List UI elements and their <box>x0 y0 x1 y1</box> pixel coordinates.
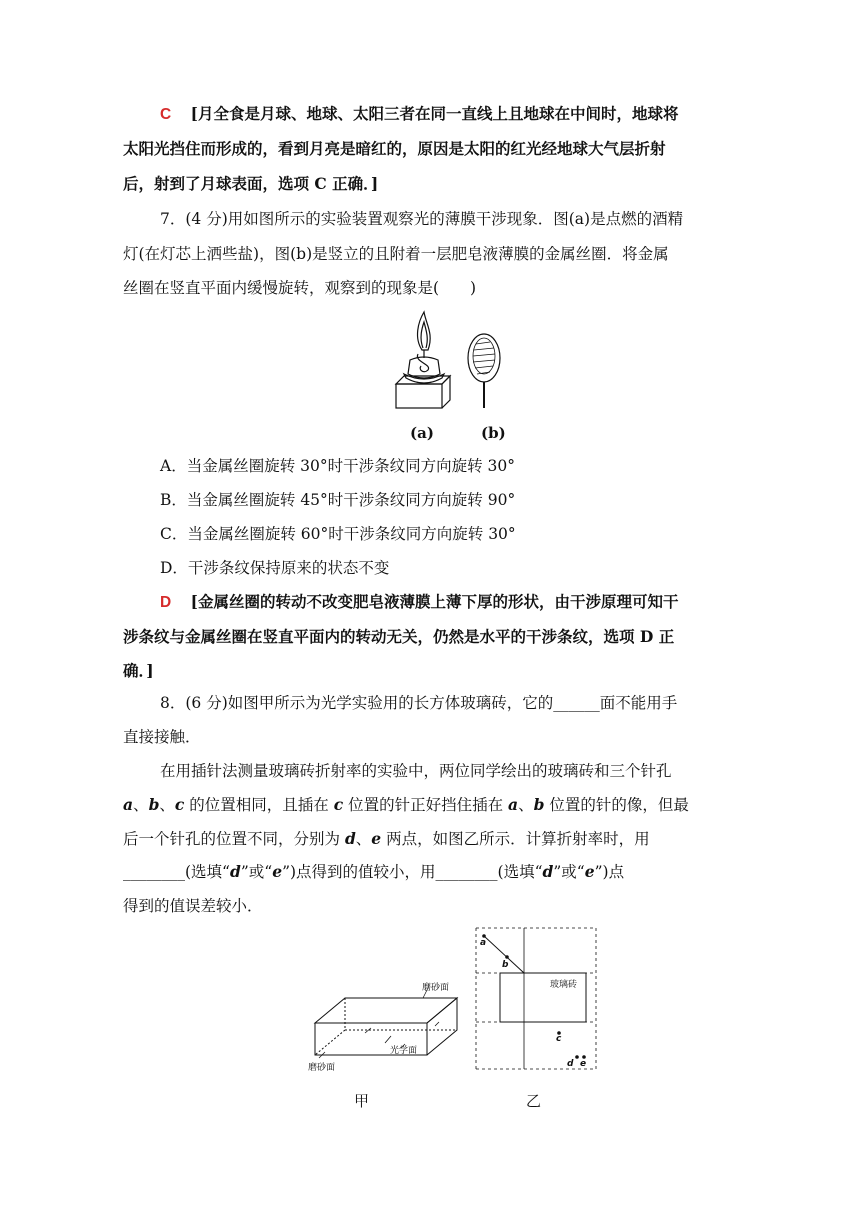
q7-option-b: B．当金属丝圈旋转 45°时干涉条纹同方向旋转 90° <box>160 491 516 509</box>
caption-jia: 甲 <box>354 1092 370 1110</box>
wire-loop <box>468 334 500 408</box>
alcohol-lamp <box>396 312 450 408</box>
q7-figure <box>388 308 528 413</box>
q7-line3: 丝圈在竖直平面内缓慢旋转，观察到的现象是( ) <box>123 279 477 297</box>
q8-p2-line5: 得到的值误差较小． <box>123 897 263 915</box>
q8-p2-line4: ________(选填“d”或“e”)点得到的值较小，用________(选填“d”或“e”)点 <box>123 862 625 881</box>
q6-answer-line3: 后，射到了月球表面，选项 C 正确．] <box>123 174 379 193</box>
figure-yi <box>476 926 601 1071</box>
yi-label-d: d <box>567 1059 574 1069</box>
q8-line1: 8．(6 分)如图甲所示为光学实验用的长方体玻璃砖，它的______面不能用手 <box>160 694 678 712</box>
yi-glass-label: 玻璃砖 <box>550 980 578 990</box>
q6-answer-line2: 太阳光挡住而形成的，看到月亮是暗红的，原因是太阳的红光经地球大气层折射 <box>123 139 666 158</box>
yi-label-c: c <box>556 1034 562 1044</box>
jia-top-label: 磨砂面 <box>422 983 450 993</box>
answer-letter: C <box>160 106 172 123</box>
q7-answer-line2: 涉条纹与金属丝圈在竖直平面内的转动无关，仍然是水平的干涉条纹，选项 D 正 <box>123 627 675 646</box>
q8-p2-line1: 在用插针法测量玻璃砖折射率的实验中，两位同学绘出的玻璃砖和三个针孔 <box>160 762 672 780</box>
q7-option-c: C．当金属丝圈旋转 60°时干涉条纹同方向旋转 30° <box>160 525 516 543</box>
jia-front-label: 光学面 <box>390 1046 418 1056</box>
q7-line2: 灯(在灯芯上洒些盐)，图(b)是竖立的且附着一层肥皂液薄膜的金属丝圈．将金属 <box>123 245 669 263</box>
fig-label-b: (b) <box>481 424 506 442</box>
q7-answer-line1: D [金属丝圈的转动不改变肥皂液薄膜上薄下厚的形状，由干涉原理可知干 <box>160 592 679 611</box>
jia-bottom-label: 磨砂面 <box>308 1063 336 1073</box>
fig-label-a: (a) <box>410 424 434 442</box>
caption-yi: 乙 <box>526 1092 542 1110</box>
q6-answer-line1: C [月全食是月球、地球、太阳三者在同一直线上且地球在中间时，地球将 <box>160 104 679 123</box>
pin-d <box>575 1055 579 1059</box>
q7-option-d: D．干涉条纹保持原来的状态不变 <box>160 559 390 577</box>
answer-letter: D <box>160 594 172 611</box>
q8-p2-line3: 后一个针孔的位置不同，分别为 d、e 两点，如图乙所示．计算折射率时，用 <box>123 829 650 848</box>
q8-p2-line2: a、b、c 的位置相同，且插在 c 位置的针正好挡住插在 a、b 位置的针的像，但最 <box>123 795 689 814</box>
yi-label-e: e <box>580 1059 587 1069</box>
q8-line2: 直接接触． <box>123 728 201 746</box>
pin-b <box>505 955 509 959</box>
q7-answer-line3: 确．] <box>123 661 154 680</box>
yi-label-a: a <box>480 938 487 948</box>
yi-label-b: b <box>502 960 509 970</box>
q7-line1: 7．(4 分)用如图所示的实验装置观察光的薄膜干涉现象．图(a)是点燃的酒精 <box>160 210 684 228</box>
q7-option-a: A．当金属丝圈旋转 30°时干涉条纹同方向旋转 30° <box>160 457 515 475</box>
